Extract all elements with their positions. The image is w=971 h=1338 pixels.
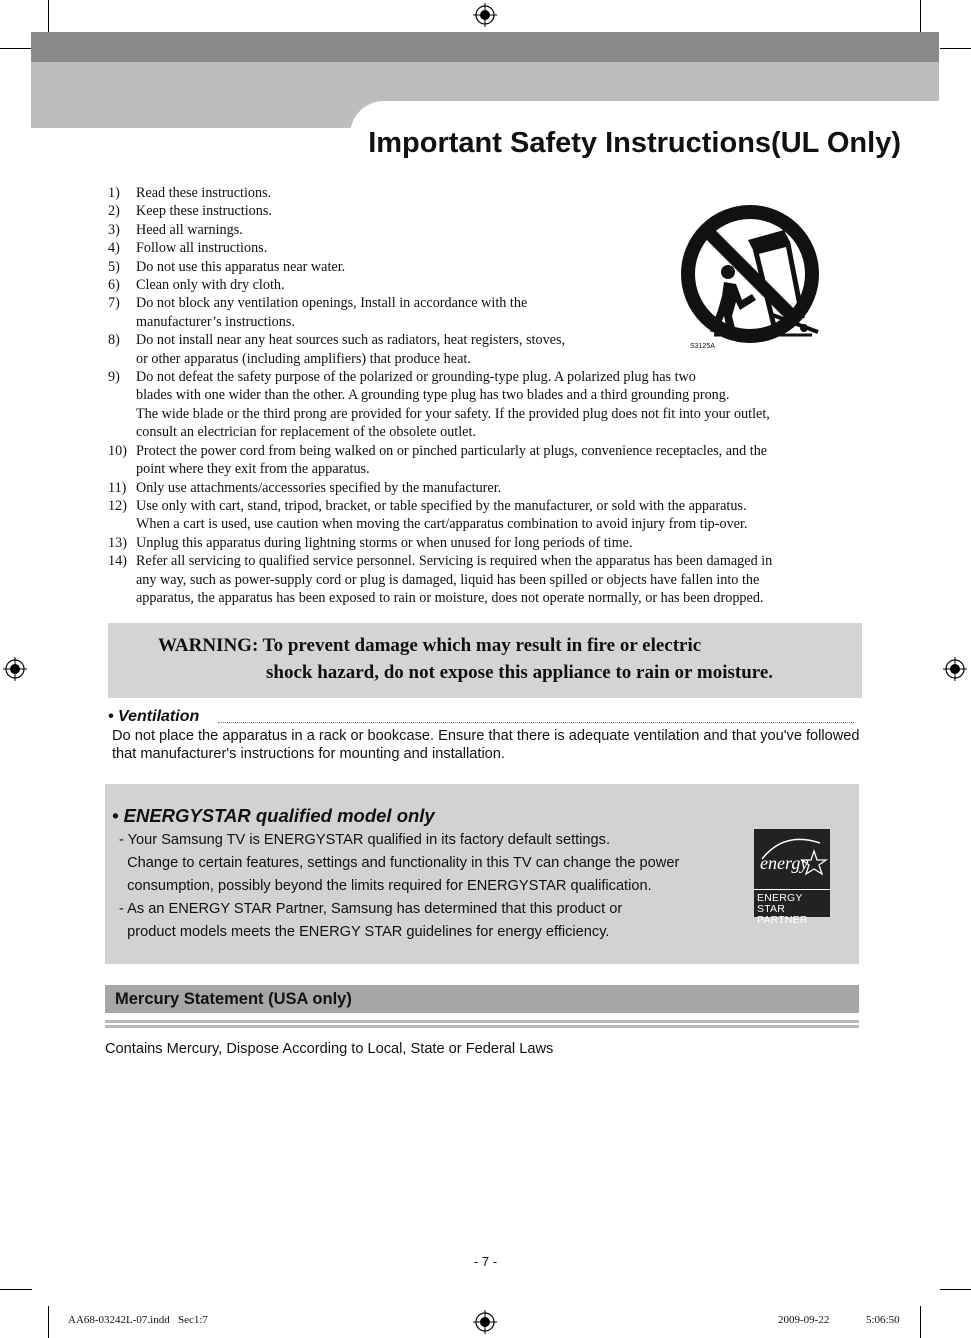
instruction-text (136, 479, 868, 497)
crop-mark (920, 0, 921, 32)
page-number: - 7 - (473, 1254, 498, 1269)
instruction-item (108, 552, 868, 607)
crop-mark (0, 1289, 32, 1290)
crop-mark (0, 48, 32, 49)
instruction-line: Protect the power cord from being walked on or pinched particularly at plugs, convenience receptacles, and the (136, 442, 768, 459)
mercury-text: Contains Mercury, Dispose According to Local, State or Federal Laws (105, 1041, 554, 1057)
energy-star-logo-line-1: ENERGY STAR (757, 892, 803, 915)
instruction-item (108, 442, 868, 479)
instruction-text (136, 497, 868, 534)
instruction-number: 13) (108, 534, 127, 551)
energystar-line: - As an ENERGY STAR Partner, Samsung has determined that this product or (119, 901, 623, 918)
instruction-line: The wide blade or the third prong are provided for your safety. If the provided plug does not fit into your outlet, (136, 405, 770, 422)
instruction-line: Only use attachments/accessories specified by the manufacturer. (136, 479, 502, 496)
cart-tip-over-warning-icon (678, 204, 828, 354)
warning-line-1: WARNING: To prevent damage which may result in fire or electric (158, 635, 702, 656)
instruction-item (108, 184, 868, 202)
instruction-line: Use only with cart, stand, tripod, bracket, or table specified by the manufacturer, or sold with the apparatus. (136, 497, 747, 514)
instruction-number: 7) (108, 295, 120, 312)
instruction-number: 8) (108, 332, 120, 349)
instruction-number: 2) (108, 203, 120, 220)
page-title: Important Safety Instructions(UL Only) (368, 127, 901, 159)
energystar-line: Change to certain features, settings and functionality in this TV can change the power (119, 855, 680, 872)
instruction-line: Keep these instructions. (136, 203, 272, 220)
mercury-rule (105, 1025, 859, 1028)
ventilation-text: Do not place the apparatus in a rack or bookcase. Ensure that there is adequate ventilation and that you've followed that manufacturer's instructions for mounting and installation. (112, 728, 860, 762)
instruction-text (136, 184, 868, 202)
header-band-dark (31, 32, 939, 62)
instruction-line: When a cart is used, use caution when moving the cart/apparatus combination to avoid injury from tip-over. (136, 516, 748, 533)
instruction-text (136, 534, 868, 552)
instruction-item (108, 479, 868, 497)
mercury-rule (105, 1020, 859, 1023)
instruction-number: 12) (108, 497, 127, 514)
registration-mark-icon (3, 657, 27, 681)
footer-file: AA68-03242L-07.indd Sec1:7 (68, 1314, 208, 1326)
instruction-number: 6) (108, 277, 120, 294)
instruction-number: 4) (108, 240, 120, 257)
instruction-text (136, 442, 868, 479)
warning-line-2: shock hazard, do not expose this appliance to rain or moisture. (266, 662, 774, 683)
instruction-text (136, 368, 868, 442)
instruction-number: 1) (108, 185, 120, 201)
crop-mark (48, 1306, 49, 1338)
energystar-line: consumption, possibly beyond the limits required for ENERGYSTAR qualification. (119, 878, 652, 895)
instruction-line: Follow all instructions. (136, 240, 268, 257)
instruction-line: Do not use this apparatus near water. (136, 258, 346, 275)
instruction-line: any way, such as power-supply cord or plug is damaged, liquid has been spilled or objects have fallen into the (136, 571, 760, 588)
instruction-number: 9) (108, 369, 120, 386)
registration-mark-icon (943, 657, 967, 681)
instruction-line: or other apparatus (including amplifiers) that produce heat. (136, 350, 471, 367)
crop-mark (920, 1306, 921, 1338)
energy-star-logo-text (754, 890, 830, 926)
instruction-line: manufacturer’s instructions. (136, 313, 295, 330)
instruction-line: Unplug this apparatus during lightning storms or when unused for long periods of time. (136, 534, 633, 551)
energystar-line: product models meets the ENERGY STAR guidelines for energy efficiency. (119, 924, 610, 941)
energystar-heading: • ENERGYSTAR qualified model only (112, 805, 435, 826)
instruction-line: Clean only with dry cloth. (136, 277, 285, 294)
registration-mark-icon (473, 3, 497, 27)
instruction-line: Heed all warnings. (136, 221, 243, 238)
instruction-line: blades with one wider than the other. A grounding type plug has two blades and a third grounding prong. (136, 387, 730, 404)
instruction-line: Do not defeat the safety purpose of the polarized or grounding-type plug. A polarized plug has two (136, 369, 696, 386)
energy-star-logo-graphic (754, 829, 830, 890)
energy-star-logo-line-2: PARTNER (757, 914, 808, 926)
instruction-number: 3) (108, 221, 120, 238)
energy-star-logo (754, 829, 830, 926)
ventilation-divider (218, 722, 854, 723)
instruction-line: consult an electrician for replacement of the obsolete outlet. (136, 424, 476, 441)
crop-mark (940, 48, 971, 49)
instruction-line: Do not install near any heat sources such as radiators, heat registers, stoves, (136, 332, 566, 349)
instruction-text (136, 552, 868, 607)
crop-mark (940, 1289, 971, 1290)
energystar-line: - Your Samsung TV is ENERGYSTAR qualified in its factory default settings. (119, 832, 611, 848)
cart-image-code: S3125A (690, 343, 715, 350)
mercury-heading: Mercury Statement (USA only) (115, 990, 352, 1008)
instruction-line: point where they exit from the apparatus. (136, 461, 370, 478)
registration-mark-icon (473, 1310, 497, 1334)
footer-time: 5:06:50 (866, 1314, 900, 1326)
instruction-line: apparatus, the apparatus has been exposed to rain or moisture, does not operate normally, or has been dropped. (136, 589, 764, 606)
energy-star-script: energy (760, 853, 809, 873)
instruction-number: 10) (108, 442, 127, 459)
ventilation-heading: • Ventilation (108, 708, 200, 725)
instruction-item (108, 497, 868, 534)
instruction-number: 5) (108, 258, 120, 275)
energy-star-icon (754, 829, 830, 889)
instruction-line: Do not block any ventilation openings, Install in accordance with the (136, 295, 528, 312)
energystar-text (119, 829, 749, 944)
instruction-number: 11) (108, 479, 127, 496)
instruction-line: Read these instructions. (136, 185, 272, 201)
crop-mark (48, 0, 49, 32)
instruction-item (108, 534, 868, 552)
instruction-line: Refer all servicing to qualified service personnel. Servicing is required when the apparatus has been damaged in (136, 553, 773, 570)
footer-date: 2009-09-22 (778, 1314, 830, 1326)
instruction-number: 14) (108, 553, 127, 570)
instruction-item (108, 368, 868, 442)
